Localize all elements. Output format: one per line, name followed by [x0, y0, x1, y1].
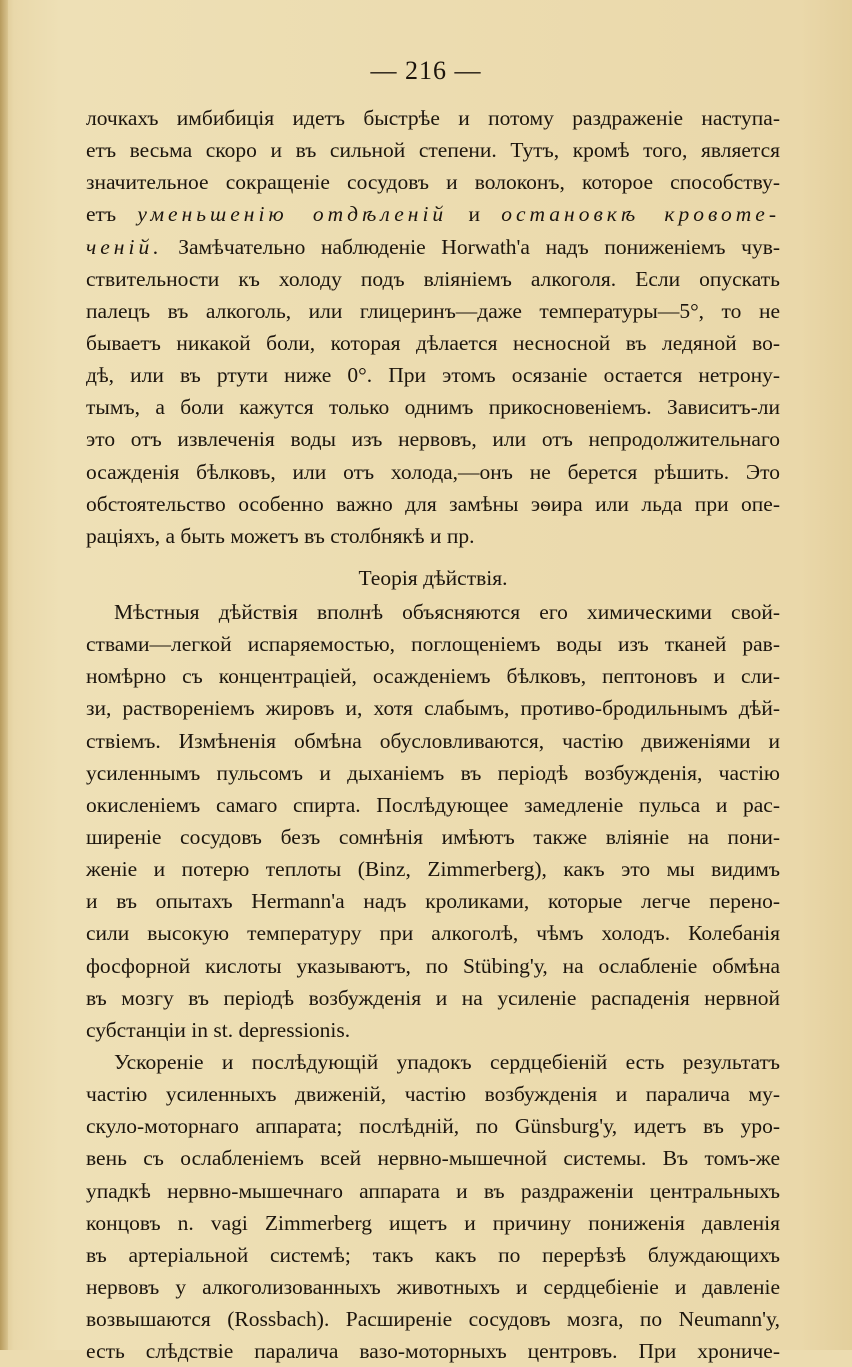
- text-line: дѣ, или въ ртути ниже 0°. При этомъ осязаніе остается нетрону-: [86, 363, 780, 388]
- page-body: [86, 102, 780, 1367]
- emphasized-text: уменьшенію отдѣленій: [137, 202, 448, 227]
- text-line: зи, раствореніемъ жировъ и, хотя слабымъ, противо-бродильнымъ дѣй-: [86, 696, 780, 721]
- text-line: номѣрно съ концентраціей, осажденіемъ бѣлковъ, пептоновъ и сли-: [86, 664, 780, 689]
- text-line: обстоятельство особенно важно для замѣны эѳира или льда при опе-: [86, 491, 780, 516]
- paragraph-1: [86, 102, 780, 552]
- text-line: это отъ извлеченія воды изъ нервовъ, или отъ непродолжительнаго: [86, 427, 780, 452]
- text-fragment: етъ: [86, 202, 117, 227]
- text-fragment: Замѣчательно наблюденіе Horwath'а надъ пониженіемъ чув-: [178, 234, 781, 259]
- section-heading: Теорія дѣйствія.: [358, 565, 508, 590]
- text-line: сили высокую температуру при алкоголѣ, чѣмъ холодъ. Колебанія: [86, 921, 780, 946]
- text-line: Мѣстныя дѣйствія вполнѣ объясняются его химическими свой-: [114, 599, 780, 624]
- text-line: возвышаются (Rossbach). Расширеніе сосудовъ мозга, по Neumann'у,: [86, 1307, 780, 1332]
- text-line: есть слѣдствіе паралича вазо-моторныхъ центровъ. При хрониче-: [86, 1339, 780, 1364]
- text-line: осажденія бѣлковъ, или отъ холода,—онъ не берется рѣшить. Это: [86, 459, 780, 484]
- text-line: окисленіемъ самаго спирта. Послѣдующее замедленіе пульса и рас-: [86, 792, 780, 817]
- text-line: [86, 231, 780, 263]
- paragraph-3: [86, 1046, 780, 1367]
- emphasized-text: остановкѣ кровоте-: [501, 202, 781, 227]
- text-line: субстанціи in st. depressionis.: [86, 1017, 351, 1042]
- text-line: [86, 198, 780, 230]
- text-line: ствами—легкой испаряемостью, поглощеніемъ воды изъ тканей рав-: [86, 632, 780, 657]
- binding-edge: [0, 0, 8, 1350]
- text-line: и въ опытахъ Hermann'а надъ кроликами, которые легче перено-: [86, 889, 780, 914]
- text-line: тымъ, а боли кажутся только однимъ прикосновеніемъ. Зависитъ-ли: [86, 395, 780, 420]
- text-line: лочкахъ имбибиція идетъ быстрѣе и потому раздраженіе наступа-: [86, 106, 780, 130]
- text-line: бываетъ никакой боли, которая дѣлается несносной въ ледяной во-: [86, 330, 780, 355]
- text-line: въ мозгу въ періодѣ возбужденія и на усиленіе распаденія нервной: [86, 985, 780, 1010]
- text-line: ствіемъ. Измѣненія обмѣна обусловливаются, частію движеніями и: [86, 728, 780, 753]
- paragraph-2: [86, 596, 780, 1046]
- text-line: вень съ ослабленіемъ всей нервно-мышечной системы. Въ томъ-же: [86, 1146, 780, 1171]
- text-line: ширеніе сосудовъ безъ сомнѣнія имѣютъ также вліяніе на пони-: [86, 824, 780, 849]
- text-line: концовъ n. vagi Zimmerberg ищетъ и причину пониженія давленія: [86, 1210, 780, 1235]
- text-line: палецъ въ алкоголь, или глицеринъ—даже температуры—5°, то не: [86, 298, 780, 323]
- page-number: — 216 —: [370, 56, 482, 85]
- text-line: етъ весьма скоро и въ сильной степени. Тутъ, кромѣ того, является: [86, 138, 780, 163]
- text-line: Ускореніе и послѣдующій упадокъ сердцебіеній есть результатъ: [114, 1049, 780, 1074]
- text-line: раціяхъ, а быть можетъ въ столбнякѣ и пр.: [86, 523, 475, 548]
- text-line: скуло-моторнаго аппарата; послѣдній, по Günsburg'у, идетъ въ уро-: [86, 1114, 780, 1139]
- text-line: нервовъ у алкоголизованныхъ животныхъ и сердцебіеніе и давленіе: [86, 1274, 780, 1299]
- text-line: усиленнымъ пульсомъ и дыханіемъ въ періодѣ возбужденія, частію: [86, 760, 780, 785]
- text-line: упадкѣ нервно-мышечнаго аппарата и въ раздраженіи центральныхъ: [86, 1178, 780, 1203]
- text-line: женіе и потерю теплоты (Binz, Zimmerberg), какъ это мы видимъ: [86, 857, 780, 882]
- text-line: въ артеріальной системѣ; такъ какъ по перерѣзѣ блуждающихъ: [86, 1242, 780, 1267]
- text-line: ствительности къ холоду подъ вліяніемъ алкоголя. Если опускать: [86, 266, 780, 291]
- emphasized-text: ченій.: [86, 234, 163, 259]
- text-line: частію усиленныхъ движеній, частію возбужденія и паралича му-: [86, 1082, 780, 1107]
- text-line: фосфорной кислоты указываютъ, по Stübing'у, на ослабленіе обмѣна: [86, 953, 780, 978]
- text-fragment: и: [468, 202, 480, 227]
- text-line: значительное сокращеніе сосудовъ и волоконъ, которое способству-: [86, 170, 780, 195]
